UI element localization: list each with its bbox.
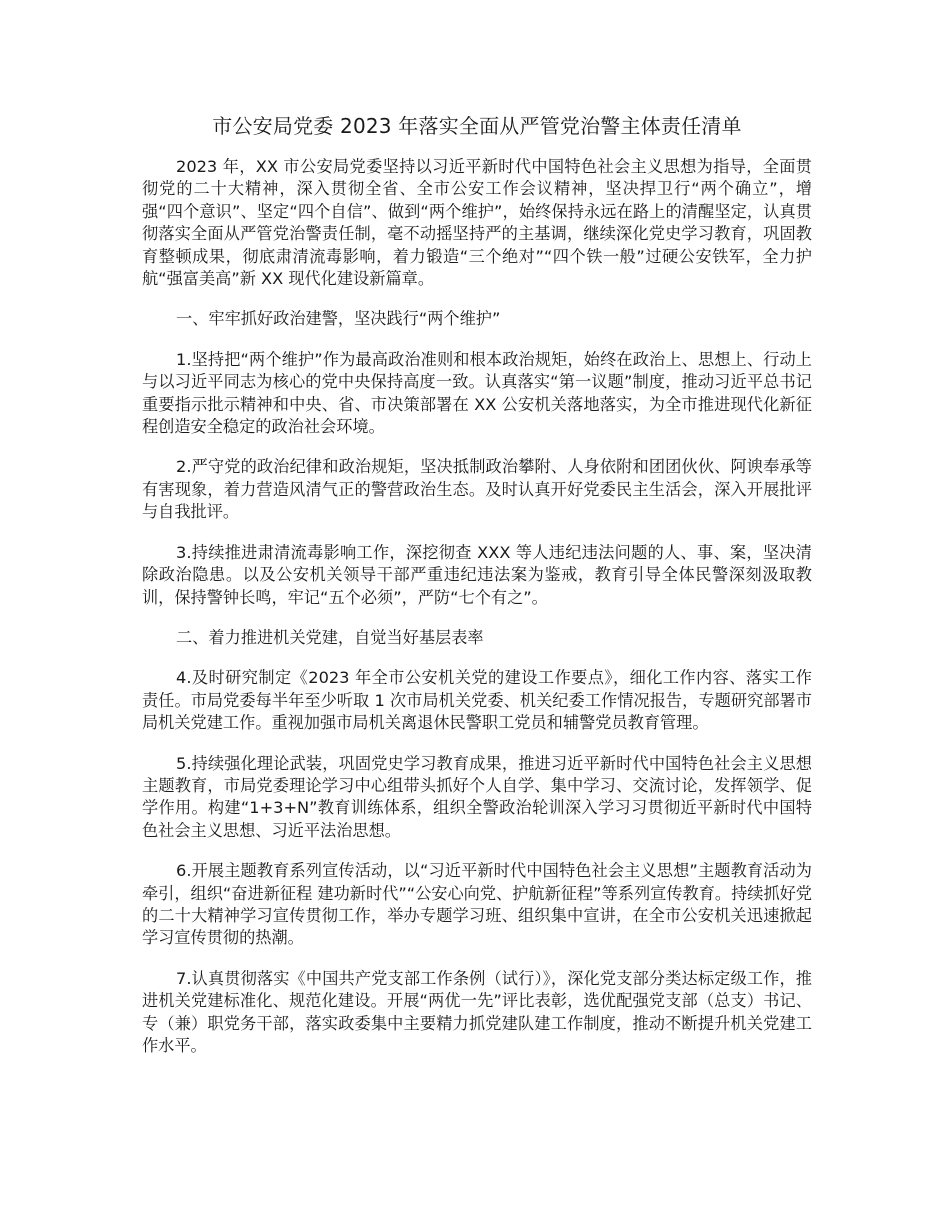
document-page xyxy=(142,112,812,1075)
list-item-2: 2.严守党的政治纪律和政治规矩，坚决抵制政治攀附、人身依附和团团伙伙、阿谀奉承等有害现象，着力营造风清气正的警营政治生态。及时认真开好党委民主生活会，深入开展批评与自我批评。 xyxy=(142,457,812,522)
intro-paragraph: 2023 年，XX 市公安局党委坚持以习近平新时代中国特色社会主义思想为指导，全面贯彻党的二十大精神，深入贯彻全省、全市公安工作会议精神，坚决捍卫行“两个确立”，增强“四个意识”、坚定“四个自信”、做到“两个维护”，始终保持永远在路上的清醒坚定，认真贯彻落实全面从严管党治警责任制，毫不动摇坚持严的主基调，继续深化党史学习教育，巩固教育整顿成果，彻底肃清流毒影响，着力锻造“三个绝对”“四个铁一般”过硬公安铁军，全力护航“强富美高”新 XX 现代化建设新篇章。 xyxy=(142,157,812,289)
list-item-6: 6.开展主题教育系列宣传活动，以“习近平新时代中国特色社会主义思想”主题教育活动为牵引，组织“奋进新征程 建功新时代”“公安心向党、护航新征程”等系列宣传教育。持续抓好党的二十大精神学习宣传贯彻工作，举办专题学习班、组织集中宣讲，在全市公安机关迅速掀起学习宣传贯彻的热潮。 xyxy=(142,861,812,948)
document-title: 市公安局党委 2023 年落实全面从严管党治警主体责任清单 xyxy=(212,114,742,138)
list-item-7: 7.认真贯彻落实《中国共产党支部工作条例（试行）》，深化党支部分类达标定级工作，推进机关党建标准化、规范化建设。开展“两优一先”评比表彰，选优配强党支部（总支）书记、专（兼）职党务干部，落实政委集中主要精力抓党建队建工作制度，推动不断提升机关党建工作水平。 xyxy=(142,968,812,1055)
list-item-1: 1.坚持把“两个维护”作为最高政治准则和根本政治规矩，始终在政治上、思想上、行动上与以习近平同志为核心的党中央保持高度一致。认真落实“第一议题”制度，推动习近平总书记重要指示批示精神和中央、省、市决策部署在 XX 公安机关落地落实，为全市推进现代化新征程创造安全稳定的政治社会环境。 xyxy=(142,349,812,437)
list-item-3: 3.持续推进肃清流毒影响工作，深挖彻查 XXX 等人违纪违法问题的人、事、案，坚决清除政治隐患。以及公安机关领导干部严重违纪违法案为鉴戒，教育引导全体民警深刻汲取教训，保持警钟长鸣，牢记“五个必须”，严防“七个有之”。 xyxy=(142,542,812,607)
section-heading-1: 一、牢牢抓好政治建警，坚决践行“两个维护” xyxy=(176,309,501,329)
list-item-4: 4.及时研究制定《2023 年全市公安机关党的建设工作要点》，细化工作内容、落实工作责任。市局党委每半年至少听取 1 次市局机关党委、机关纪委工作情况报告，专题研究部署市局机关党建工作。重视加强市局机关离退休民警职工党员和辅警党员教育管理。 xyxy=(142,668,812,733)
list-item-5: 5.持续强化理论武装，巩固党史学习教育成果，推进习近平新时代中国特色社会主义思想主题教育，市局党委理论学习中心组带头抓好个人自学、集中学习、交流讨论，发挥领学、促学作用。构建“1+3+N”教育训练体系，组织全警政治轮训深入学习习贯彻近平新时代中国特色社会主义思想、习近平法治思想。 xyxy=(142,753,812,840)
section-heading-2: 二、着力推进机关党建，自觉当好基层表率 xyxy=(176,627,484,647)
